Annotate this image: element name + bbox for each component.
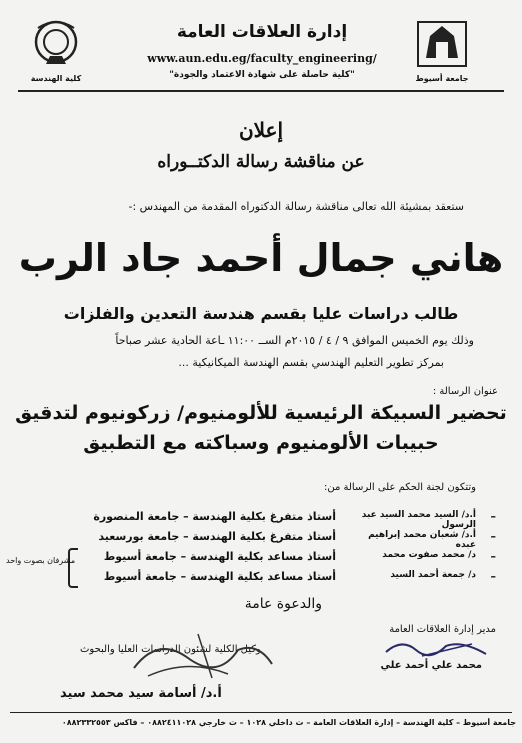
committee-member [56, 550, 496, 568]
bullet-dash: – [490, 510, 496, 523]
announcement-heading: إعلان [238, 118, 284, 142]
member-name: د/ محمد صفوت محمد [382, 550, 476, 560]
footer-contact: جامعة أسيوط – كلية الهندسة – إدارة العلاقات العامة – ت داخلي ١٠٢٨ – ت خارجي ٠٨٨٢٤١١٠٢٨ – فاكس ٠٨٨٢٣٣٢٥٥٣ [61, 718, 516, 727]
intro-text: ستعقد بمشيئة الله تعالى مناقشة رسالة الدكتوراه المقدمة من المهندس :- [128, 200, 464, 213]
supervisors-note: مشرفان بصوت واحد [6, 556, 76, 565]
website-url: www.aun.edu.eg/faculty_engineering/ [147, 52, 377, 65]
director-signature [382, 636, 492, 660]
member-name: أ.د/ شعبان محمد إبراهيم عبده [368, 530, 476, 550]
thesis-title-label: عنوان الرسالة : [432, 386, 498, 397]
vice-dean-title: وكيل الكلية لشئون الدراسات العليا والبحوث [80, 644, 261, 655]
invitation-text: والدعوة عامة [244, 596, 322, 612]
date-time-line: وذلك يوم الخميس الموافق ٩ / ٤ / ٢٠١٥م الســ ١١:٠٠ ـاعة الحادية عشر صباحاً [115, 334, 474, 347]
member-position: أستاذ متفرغ بكلية الهندسة – جامعة بورسعيد [98, 530, 336, 543]
bullet-dash: – [490, 550, 496, 563]
committee-member [56, 570, 496, 588]
committee-member [56, 530, 496, 548]
vice-dean-name: أ.د/ أسامة سيد محمد سيد [60, 686, 222, 701]
supervisors-brace [68, 548, 78, 588]
faculty-logo-caption: كلية الهندسة [30, 74, 82, 83]
thesis-title-line-2: حبيبات الألومنيوم وسباكته مع التطبيق [83, 432, 439, 454]
member-position: أستاذ متفرغ بكلية الهندسة – جامعة المنصورة [93, 510, 336, 523]
announcement-subject: عن مناقشة رسالة الدكتــوراه [157, 152, 365, 172]
university-logo [414, 18, 470, 70]
venue-line: بمركز تطوير التعليم الهندسي بقسم الهندسة الميكانيكية ... [178, 356, 444, 369]
candidate-name: هاني جمال أحمد جاد الرب [18, 236, 504, 280]
header-divider [18, 90, 504, 92]
department-title: إدارة العلاقات العامة [176, 22, 348, 42]
accreditation-note: "كلية حاصلة على شهادة الاعتماد والجودة" [169, 70, 355, 80]
university-logo-caption: جامعة أسيوط [415, 74, 469, 83]
member-name: د/ جمعة أحمد السيد [390, 570, 476, 580]
footer-divider [10, 712, 512, 713]
director-title: مدير إدارة العلاقات العامة [389, 624, 496, 635]
member-position: أستاذ مساعد بكلية الهندسة – جامعة أسيوط [103, 570, 336, 583]
committee-member [56, 510, 496, 528]
committee-label: وتتكون لجنة الحكم على الرسالة من: [323, 482, 476, 493]
faculty-logo [28, 18, 84, 70]
director-name: محمد علي أحمد علي [380, 660, 482, 671]
student-description: طالب دراسات عليا بقسم هندسة التعدين والفلزات [63, 304, 459, 323]
member-position: أستاذ مساعد بكلية الهندسة – جامعة أسيوط [103, 550, 336, 563]
bullet-dash: – [490, 530, 496, 543]
vice-dean-signature [128, 628, 278, 684]
member-name: أ.د/ السيد محمد السيد عبد الرسول [361, 510, 476, 530]
bullet-dash: – [490, 570, 496, 583]
thesis-title-line-1: تحضير السبيكة الرئيسية للألومنيوم/ زركونيوم لتدقيق [15, 402, 507, 424]
